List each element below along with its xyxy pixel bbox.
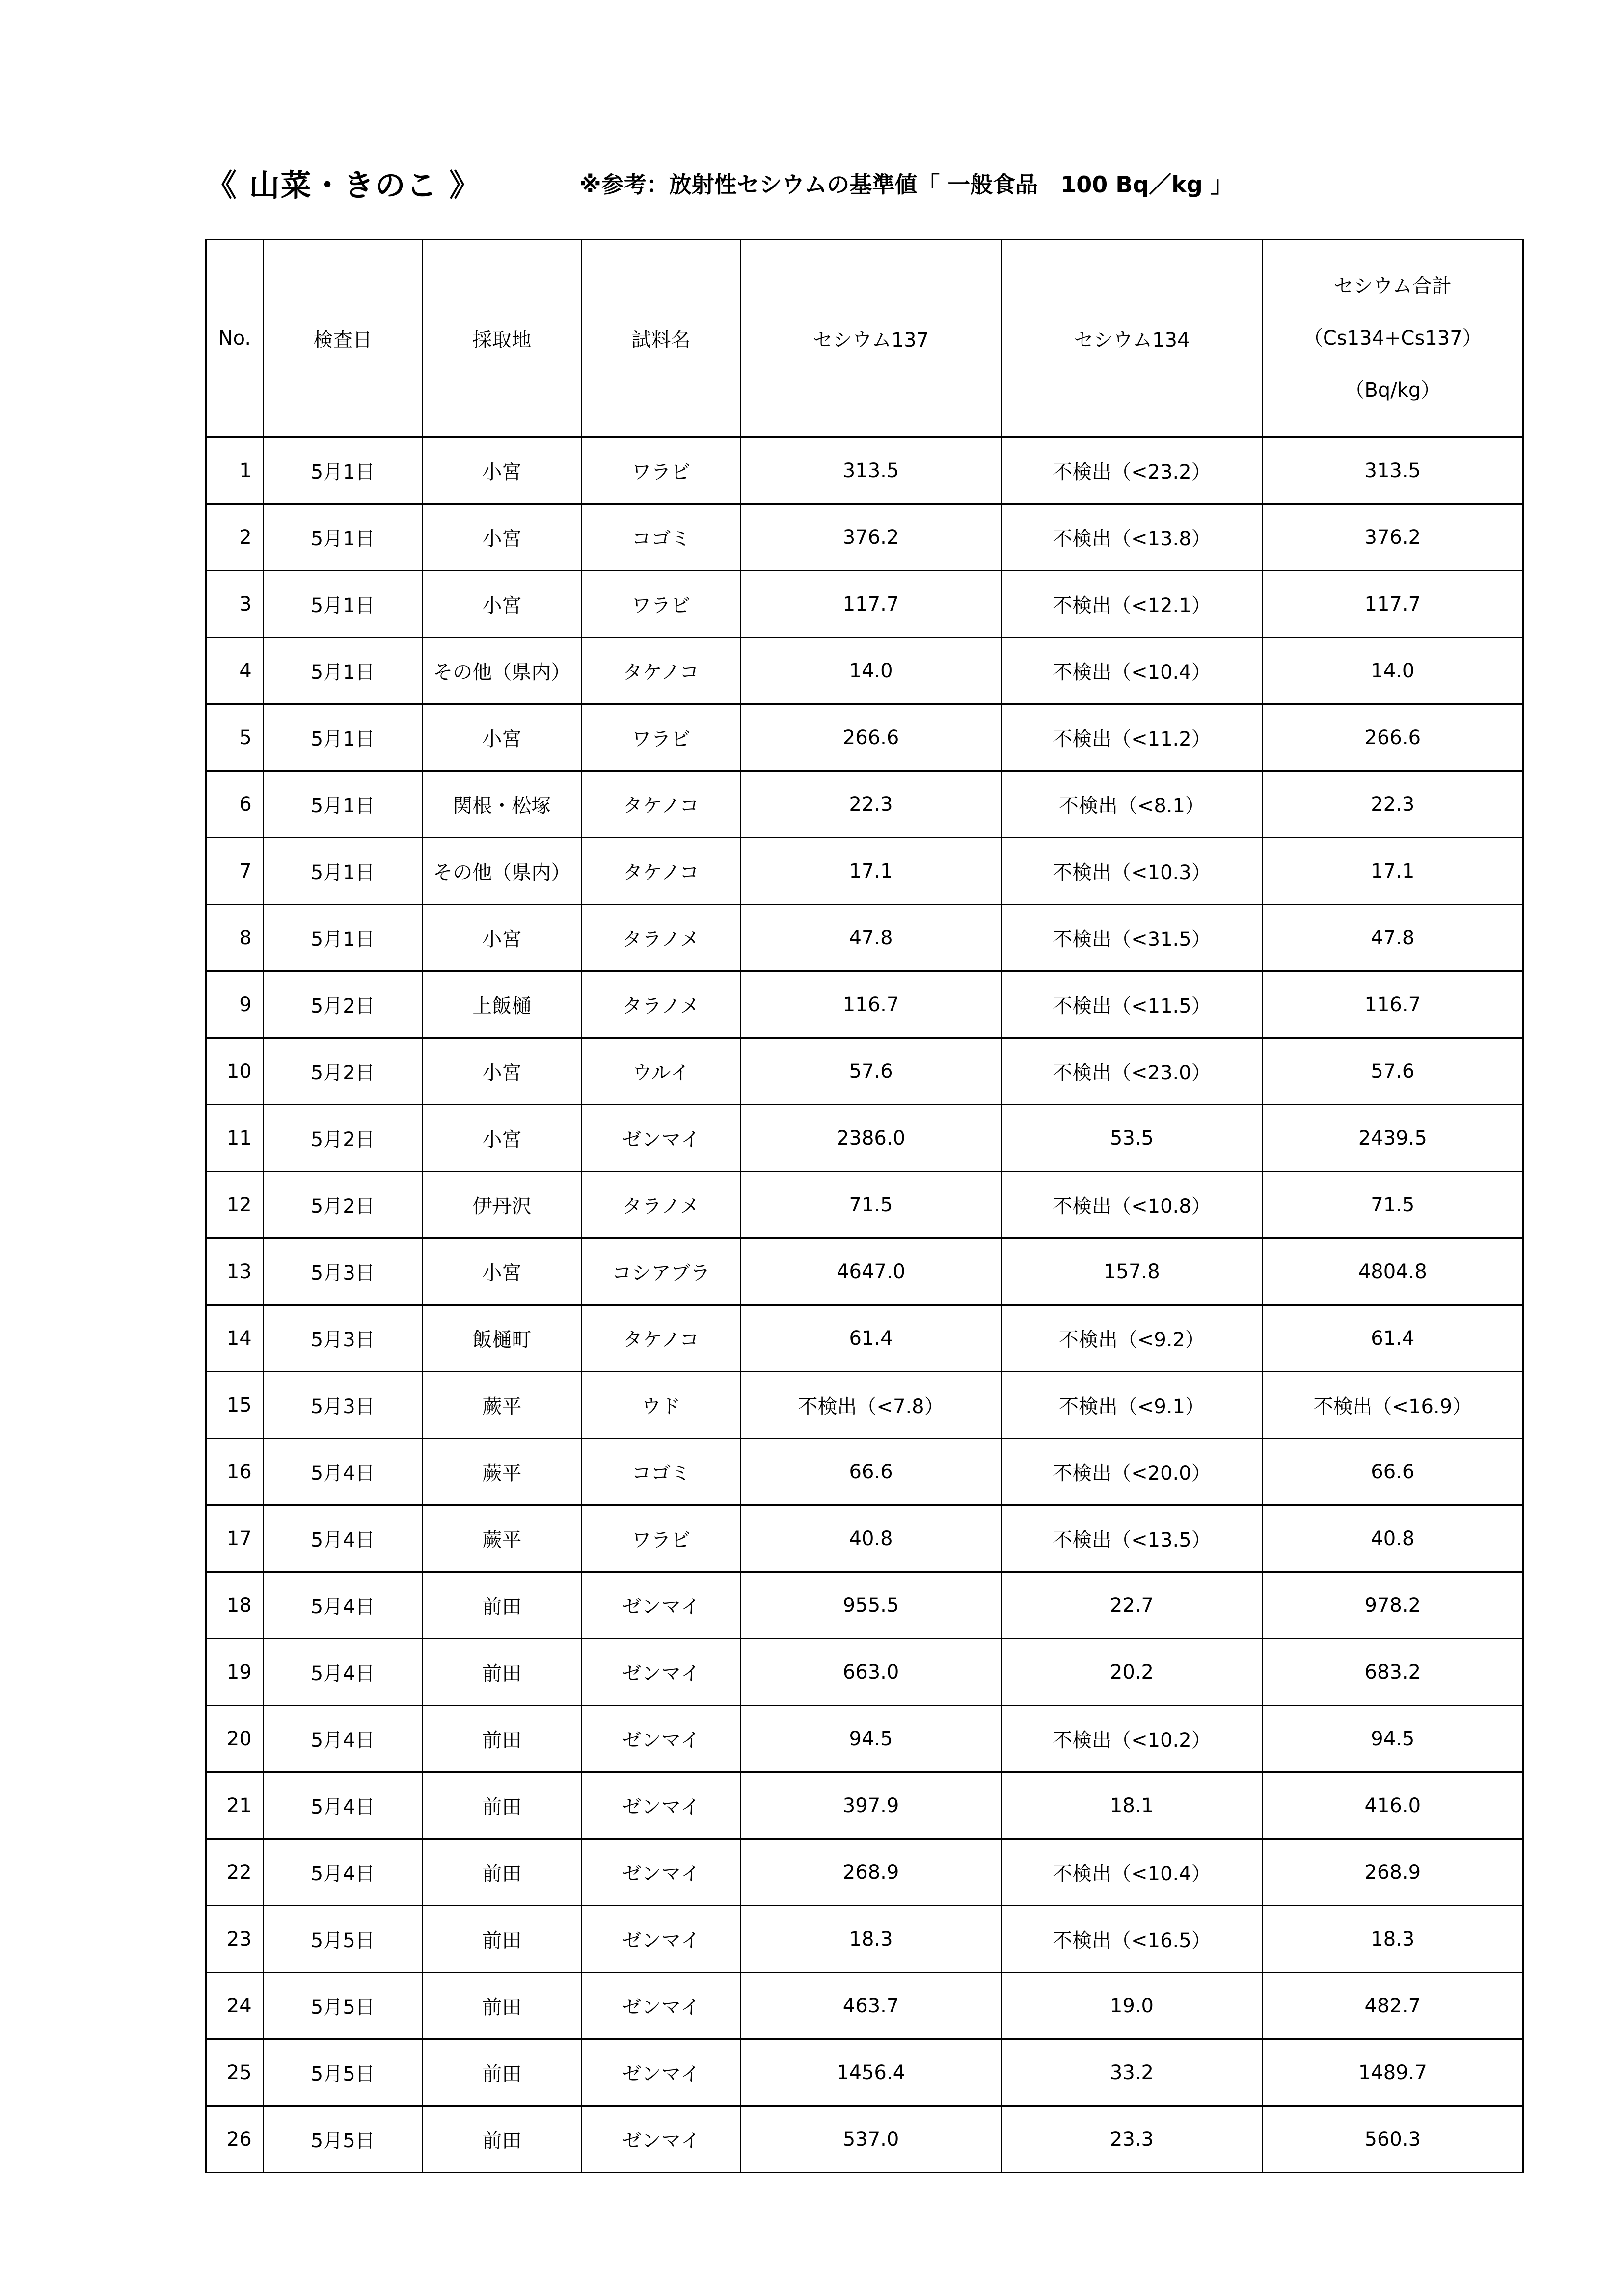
cell-no: 10 [206, 1038, 264, 1105]
table-row [206, 1305, 1523, 1372]
cell-no: 11 [206, 1105, 264, 1172]
cell-no: 16 [206, 1439, 264, 1505]
header-cs134: セシウム134 [1001, 240, 1262, 437]
header-sample: 試料名 [581, 240, 740, 437]
cell-sample: ゼンマイ [581, 2106, 740, 2173]
cell-date: 5月1日 [263, 504, 422, 571]
cell-no: 6 [206, 771, 264, 838]
table-row [206, 838, 1523, 905]
cell-location: 前田 [422, 1706, 581, 1772]
cell-no: 24 [206, 1973, 264, 2039]
cell-cs137: 376.2 [740, 504, 1001, 571]
cell-location: 前田 [422, 1839, 581, 1906]
cell-total: 313.5 [1262, 437, 1523, 504]
table-row [206, 1505, 1523, 1572]
page-header [206, 156, 1532, 210]
cell-location: 前田 [422, 1906, 581, 1973]
table-row [206, 437, 1523, 504]
table-row [206, 1906, 1523, 1973]
table-row [206, 1973, 1523, 2039]
cell-sample: ワラビ [581, 1505, 740, 1572]
cell-sample: ゼンマイ [581, 1706, 740, 1772]
cell-cs137: 117.7 [740, 571, 1001, 638]
table-row [206, 1439, 1523, 1505]
cell-total: 17.1 [1262, 838, 1523, 905]
cell-total: 66.6 [1262, 1439, 1523, 1505]
cell-cs137: 18.3 [740, 1906, 1001, 1973]
cell-sample: タケノコ [581, 638, 740, 704]
cell-location: 小宮 [422, 1105, 581, 1172]
cell-cs134: 20.2 [1001, 1639, 1262, 1706]
cell-sample: タラノメ [581, 971, 740, 1038]
cell-cs134: 不検出（<9.1） [1001, 1372, 1262, 1439]
cell-cs134: 22.7 [1001, 1572, 1262, 1639]
table-row [206, 771, 1523, 838]
cell-location: 前田 [422, 2039, 581, 2106]
cell-date: 5月4日 [263, 1572, 422, 1639]
header-total [1262, 240, 1523, 437]
cell-no: 8 [206, 905, 264, 971]
cell-location: 伊丹沢 [422, 1172, 581, 1238]
cell-date: 5月1日 [263, 704, 422, 771]
table-row [206, 504, 1523, 571]
cell-total: 94.5 [1262, 1706, 1523, 1772]
cell-cs137: 266.6 [740, 704, 1001, 771]
cell-date: 5月4日 [263, 1839, 422, 1906]
cell-no: 13 [206, 1238, 264, 1305]
cell-cs134: 不検出（<13.5） [1001, 1505, 1262, 1572]
cell-total: 560.3 [1262, 2106, 1523, 2173]
table-row [206, 1572, 1523, 1639]
cell-no: 12 [206, 1172, 264, 1238]
cell-total: 268.9 [1262, 1839, 1523, 1906]
cell-date: 5月5日 [263, 1973, 422, 2039]
table-row [206, 571, 1523, 638]
table-row [206, 1639, 1523, 1706]
cell-sample: ウド [581, 1372, 740, 1439]
cell-no: 2 [206, 504, 264, 571]
cell-cs134: 不検出（<12.1） [1001, 571, 1262, 638]
cell-total: 2439.5 [1262, 1105, 1523, 1172]
cell-no: 15 [206, 1372, 264, 1439]
cell-sample: ゼンマイ [581, 1639, 740, 1706]
table-row [206, 2106, 1523, 2173]
cell-location: 前田 [422, 2106, 581, 2173]
cell-cs137: 1456.4 [740, 2039, 1001, 2106]
table-row [206, 971, 1523, 1038]
cell-no: 17 [206, 1505, 264, 1572]
cell-total: 47.8 [1262, 905, 1523, 971]
cell-cs134: 不検出（<20.0） [1001, 1439, 1262, 1505]
cell-no: 9 [206, 971, 264, 1038]
cell-cs134: 不検出（<8.1） [1001, 771, 1262, 838]
cell-no: 21 [206, 1772, 264, 1839]
cell-date: 5月1日 [263, 437, 422, 504]
cell-date: 5月4日 [263, 1706, 422, 1772]
cell-total: 57.6 [1262, 1038, 1523, 1105]
table-row [206, 1372, 1523, 1439]
header-row [206, 240, 1523, 437]
cell-no: 25 [206, 2039, 264, 2106]
cell-cs134: 不検出（<16.5） [1001, 1906, 1262, 1973]
cell-sample: タケノコ [581, 838, 740, 905]
cell-cs137: 2386.0 [740, 1105, 1001, 1172]
header-no: No. [206, 240, 264, 437]
cell-sample: ワラビ [581, 437, 740, 504]
header-total-formula: （Cs134+Cs137） [1303, 327, 1482, 349]
cell-date: 5月2日 [263, 971, 422, 1038]
cell-date: 5月1日 [263, 838, 422, 905]
cell-total: 116.7 [1262, 971, 1523, 1038]
cell-cs134: 18.1 [1001, 1772, 1262, 1839]
cell-cs137: 66.6 [740, 1439, 1001, 1505]
cell-date: 5月2日 [263, 1172, 422, 1238]
cell-sample: ワラビ [581, 704, 740, 771]
cell-sample: ウルイ [581, 1038, 740, 1105]
cesium-results-table [205, 239, 1524, 2173]
cell-location: 蕨平 [422, 1372, 581, 1439]
cell-location: 小宮 [422, 571, 581, 638]
cell-no: 22 [206, 1839, 264, 1906]
cell-total: 4804.8 [1262, 1238, 1523, 1305]
cell-date: 5月4日 [263, 1439, 422, 1505]
table-row [206, 704, 1523, 771]
cell-date: 5月1日 [263, 771, 422, 838]
table-body [206, 437, 1523, 2173]
cell-date: 5月3日 [263, 1238, 422, 1305]
cell-no: 1 [206, 437, 264, 504]
cell-location: 前田 [422, 1639, 581, 1706]
cell-date: 5月4日 [263, 1772, 422, 1839]
cell-cs137: 22.3 [740, 771, 1001, 838]
cell-date: 5月3日 [263, 1305, 422, 1372]
cell-no: 5 [206, 704, 264, 771]
cell-cs134: 不検出（<10.4） [1001, 1839, 1262, 1906]
cell-total: 1489.7 [1262, 2039, 1523, 2106]
table-row [206, 2039, 1523, 2106]
table-row [206, 1172, 1523, 1238]
table-row [206, 1706, 1523, 1772]
table-row [206, 1105, 1523, 1172]
cell-location: 関根・松塚 [422, 771, 581, 838]
cell-cs134: 不検出（<9.2） [1001, 1305, 1262, 1372]
cell-date: 5月3日 [263, 1372, 422, 1439]
cell-date: 5月2日 [263, 1105, 422, 1172]
cell-cs137: 268.9 [740, 1839, 1001, 1906]
cell-sample: ゼンマイ [581, 1906, 740, 1973]
cell-sample: タケノコ [581, 1305, 740, 1372]
cell-cs134: 不検出（<11.2） [1001, 704, 1262, 771]
cell-cs134: 不検出（<13.8） [1001, 504, 1262, 571]
cell-total: 22.3 [1262, 771, 1523, 838]
cell-total: 978.2 [1262, 1572, 1523, 1639]
cell-cs137: 57.6 [740, 1038, 1001, 1105]
cell-total: 18.3 [1262, 1906, 1523, 1973]
cell-date: 5月1日 [263, 905, 422, 971]
cell-location: その他（県内） [422, 638, 581, 704]
cell-date: 5月4日 [263, 1505, 422, 1572]
cell-total: 71.5 [1262, 1172, 1523, 1238]
cell-cs137: 463.7 [740, 1973, 1001, 2039]
cell-location: 小宮 [422, 1038, 581, 1105]
cell-location: 小宮 [422, 704, 581, 771]
cell-cs137: 不検出（<7.8） [740, 1372, 1001, 1439]
cell-cs134: 23.3 [1001, 2106, 1262, 2173]
cell-cs137: 4647.0 [740, 1238, 1001, 1305]
cell-location: 前田 [422, 1973, 581, 2039]
cell-sample: ゼンマイ [581, 1105, 740, 1172]
cell-cs137: 17.1 [740, 838, 1001, 905]
cell-cs137: 313.5 [740, 437, 1001, 504]
cell-location: 小宮 [422, 905, 581, 971]
cell-total: 416.0 [1262, 1772, 1523, 1839]
header-total-unit: （Bq/kg） [1345, 379, 1441, 401]
cell-cs137: 116.7 [740, 971, 1001, 1038]
cell-cs134: 不検出（<10.4） [1001, 638, 1262, 704]
cell-no: 23 [206, 1906, 264, 1973]
cell-cs134: 19.0 [1001, 1973, 1262, 2039]
cell-cs137: 40.8 [740, 1505, 1001, 1572]
cell-date: 5月1日 [263, 638, 422, 704]
cell-location: 蕨平 [422, 1505, 581, 1572]
cell-total: 683.2 [1262, 1639, 1523, 1706]
cell-sample: ゼンマイ [581, 1572, 740, 1639]
cell-no: 14 [206, 1305, 264, 1372]
cell-cs134: 53.5 [1001, 1105, 1262, 1172]
cell-date: 5月4日 [263, 1639, 422, 1706]
cell-sample: ゼンマイ [581, 1772, 740, 1839]
cell-cs134: 157.8 [1001, 1238, 1262, 1305]
cell-location: 小宮 [422, 504, 581, 571]
header-date: 検査日 [263, 240, 422, 437]
cell-cs134: 33.2 [1001, 2039, 1262, 2106]
cell-sample: タラノメ [581, 1172, 740, 1238]
cell-cs137: 14.0 [740, 638, 1001, 704]
cell-sample: コゴミ [581, 504, 740, 571]
cell-location: 前田 [422, 1572, 581, 1639]
cell-cs137: 71.5 [740, 1172, 1001, 1238]
cell-location: 前田 [422, 1772, 581, 1839]
cell-total: 61.4 [1262, 1305, 1523, 1372]
cell-location: 小宮 [422, 437, 581, 504]
cell-sample: タラノメ [581, 905, 740, 971]
cell-sample: コシアブラ [581, 1238, 740, 1305]
cell-location: 飯樋町 [422, 1305, 581, 1372]
cell-sample: ゼンマイ [581, 1973, 740, 2039]
cell-cs137: 955.5 [740, 1572, 1001, 1639]
header-location: 採取地 [422, 240, 581, 437]
cell-cs134: 不検出（<10.3） [1001, 838, 1262, 905]
cell-cs137: 61.4 [740, 1305, 1001, 1372]
cell-location: 上飯樋 [422, 971, 581, 1038]
cell-total: 266.6 [1262, 704, 1523, 771]
cell-cs137: 94.5 [740, 1706, 1001, 1772]
cell-sample: コゴミ [581, 1439, 740, 1505]
cell-sample: ワラビ [581, 571, 740, 638]
cell-no: 3 [206, 571, 264, 638]
cell-date: 5月5日 [263, 1906, 422, 1973]
cell-sample: ゼンマイ [581, 1839, 740, 1906]
cell-no: 7 [206, 838, 264, 905]
cell-cs134: 不検出（<23.0） [1001, 1038, 1262, 1105]
table-row [206, 1772, 1523, 1839]
table-row [206, 1238, 1523, 1305]
cell-no: 19 [206, 1639, 264, 1706]
cell-total: 482.7 [1262, 1973, 1523, 2039]
table-header [206, 240, 1523, 437]
section-title: 《 山菜・きのこ 》 [206, 167, 481, 203]
cell-cs134: 不検出（<23.2） [1001, 437, 1262, 504]
header-cs137: セシウム137 [740, 240, 1001, 437]
table-row [206, 905, 1523, 971]
cell-total: 不検出（<16.9） [1262, 1372, 1523, 1439]
cell-cs137: 397.9 [740, 1772, 1001, 1839]
cell-location: 蕨平 [422, 1439, 581, 1505]
cell-location: その他（県内） [422, 838, 581, 905]
cell-total: 376.2 [1262, 504, 1523, 571]
cell-date: 5月2日 [263, 1038, 422, 1105]
cell-total: 40.8 [1262, 1505, 1523, 1572]
cell-sample: ゼンマイ [581, 2039, 740, 2106]
cell-cs134: 不検出（<31.5） [1001, 905, 1262, 971]
cell-cs134: 不検出（<10.8） [1001, 1172, 1262, 1238]
cell-cs137: 47.8 [740, 905, 1001, 971]
header-total-label: セシウム合計 [1333, 275, 1452, 297]
cell-cs137: 537.0 [740, 2106, 1001, 2173]
table-row [206, 1038, 1523, 1105]
cell-date: 5月1日 [263, 571, 422, 638]
cell-total: 14.0 [1262, 638, 1523, 704]
cell-no: 18 [206, 1572, 264, 1639]
cell-location: 小宮 [422, 1238, 581, 1305]
cell-cs134: 不検出（<10.2） [1001, 1706, 1262, 1772]
cell-cs134: 不検出（<11.5） [1001, 971, 1262, 1038]
cell-date: 5月5日 [263, 2106, 422, 2173]
table-row [206, 638, 1523, 704]
table-row [206, 1839, 1523, 1906]
cell-no: 20 [206, 1706, 264, 1772]
cell-no: 4 [206, 638, 264, 704]
reference-note: ※参考：放射性セシウムの基準値「 一般食品 100 Bq／kg 」 [579, 171, 1233, 198]
cell-date: 5月5日 [263, 2039, 422, 2106]
cell-total: 117.7 [1262, 571, 1523, 638]
cell-no: 26 [206, 2106, 264, 2173]
cell-cs137: 663.0 [740, 1639, 1001, 1706]
cell-sample: タケノコ [581, 771, 740, 838]
